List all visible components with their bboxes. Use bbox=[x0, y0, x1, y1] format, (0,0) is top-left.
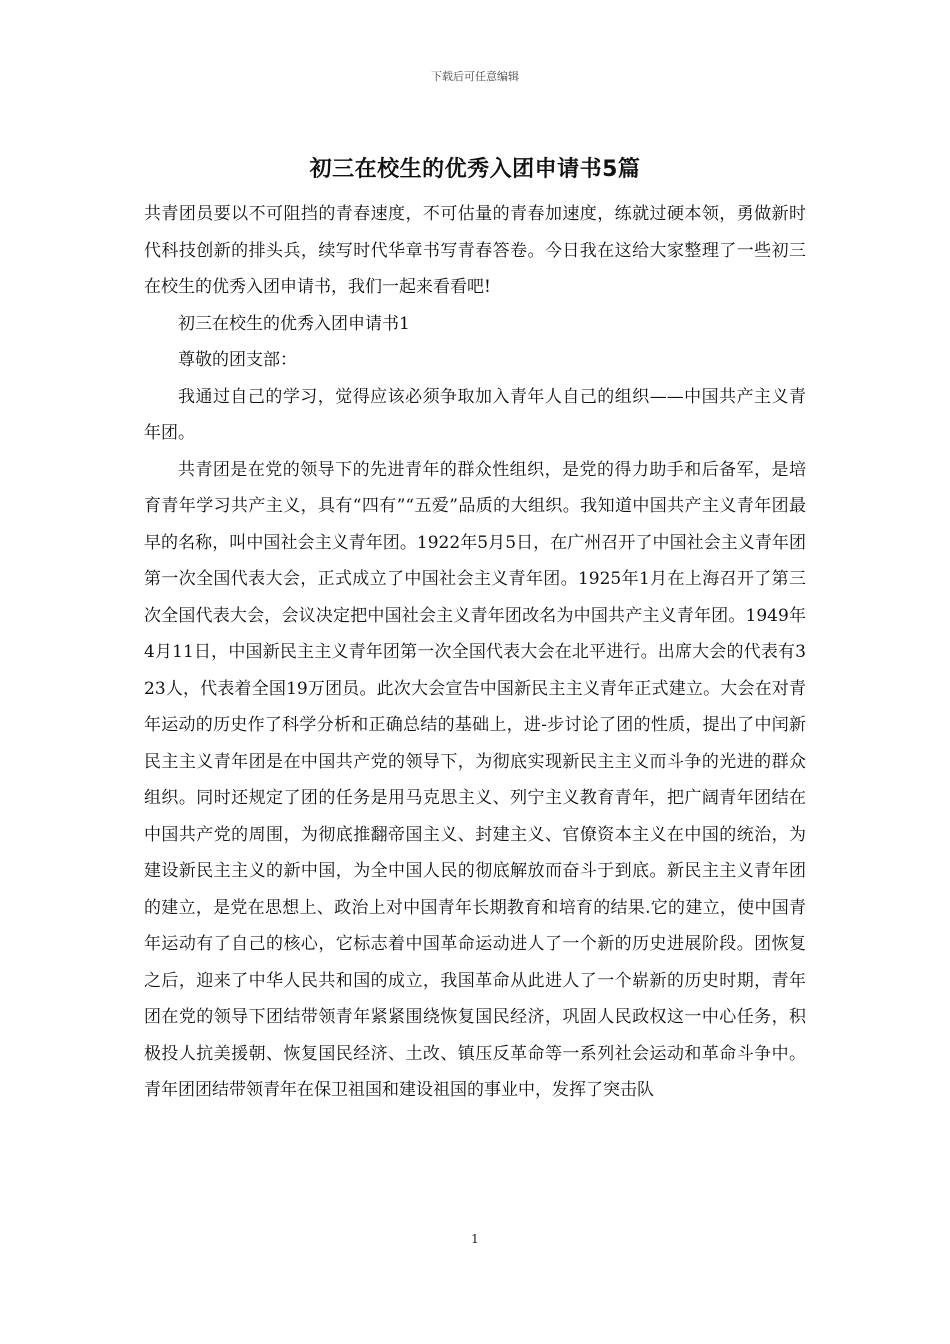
body-paragraph-1: 我通过自己的学习，觉得应该必须争取加入青年人自己的组织——中国共产主义青年团。 bbox=[144, 386, 806, 443]
page-number: 1 bbox=[471, 1232, 479, 1246]
section-title: 初三在校生的优秀入团申请书1 bbox=[178, 313, 410, 334]
salutation: 尊敬的团支部： bbox=[178, 350, 297, 370]
intro-paragraph: 共青团员要以不可阻挡的青春速度，不可估量的青春加速度，练就过硬本领，勇做新时代科技创新的排头兵，续写时代华章书写青春答卷。今日我在这给大家整理了一些初三在校生的优秀入团申请书，我们一起来看看吧! bbox=[144, 204, 806, 297]
document-title: 初三在校生的优秀入团申请书5篇 bbox=[309, 157, 641, 182]
document-body bbox=[144, 196, 806, 1109]
header-note: 下载后可任意编辑 bbox=[431, 70, 519, 83]
body-paragraph-2: 共青团是在党的领导下的先进青年的群众性组织，是党的得力助手和后备军，是培育青年学习共产主义，具有“四有”“五爱”品质的大组织。我知道中国共产主义青年团最早的名称，叫中国社会主义青年团。1922年5月5日，在广州召开了中国社会主义青年团第一次全国代表大会，正式成立了中国社会主义青年团。1925年1月在上海召开了第三次全国代表大会，会议决定把中国社会主义青年团改名为中国共产主义青年团。1949年4月11日，中国新民主主义青年团第一次全国代表大会在北平进行。出席大会的代表有323人，代表着全国19万团员。此次大会宣告中国新民主主义青年正式建立。大会在对青年运动的历史作了科学分析和正确总结的基础上，进-步讨论了团的性质，提出了中闰新民主主义青年团是在中国共产党的领导下，为彻底实现新民主主义而斗争的光进的群众组织。同时还规定了团的任务是用马克思主义、列宁主义教育青年，把广阔青年团结在中国共产党的周围，为彻底推翻帝国主义、封建主义、官僚资本主义在中国的统治，为建设新民主主义的新中国，为全中国人民的彻底解放而奋斗于到底。新民主主义青年团的建立，是党在思想上、政治上对中国青年长期教育和培育的结果.它的建立，使中国青年运动有了自己的核心，它标志着中国革命运动进人了一个新的历史进展阶段。团恢复之后，迎来了中华人民共和国的成立，我国革命从此进人了一个崭新的历史时期，青年团在党的领导下团结带领青年紧紧围绕恢复国民经济，巩固人民政权这一中心任务，积极投人抗美援朝、恢复国民经济、土改、镇压反革命等一系列社会运动和革命斗争中。青年团团结带领青年在保卫祖国和建设祖国的事业中，发挥了突击队 bbox=[144, 459, 806, 1100]
